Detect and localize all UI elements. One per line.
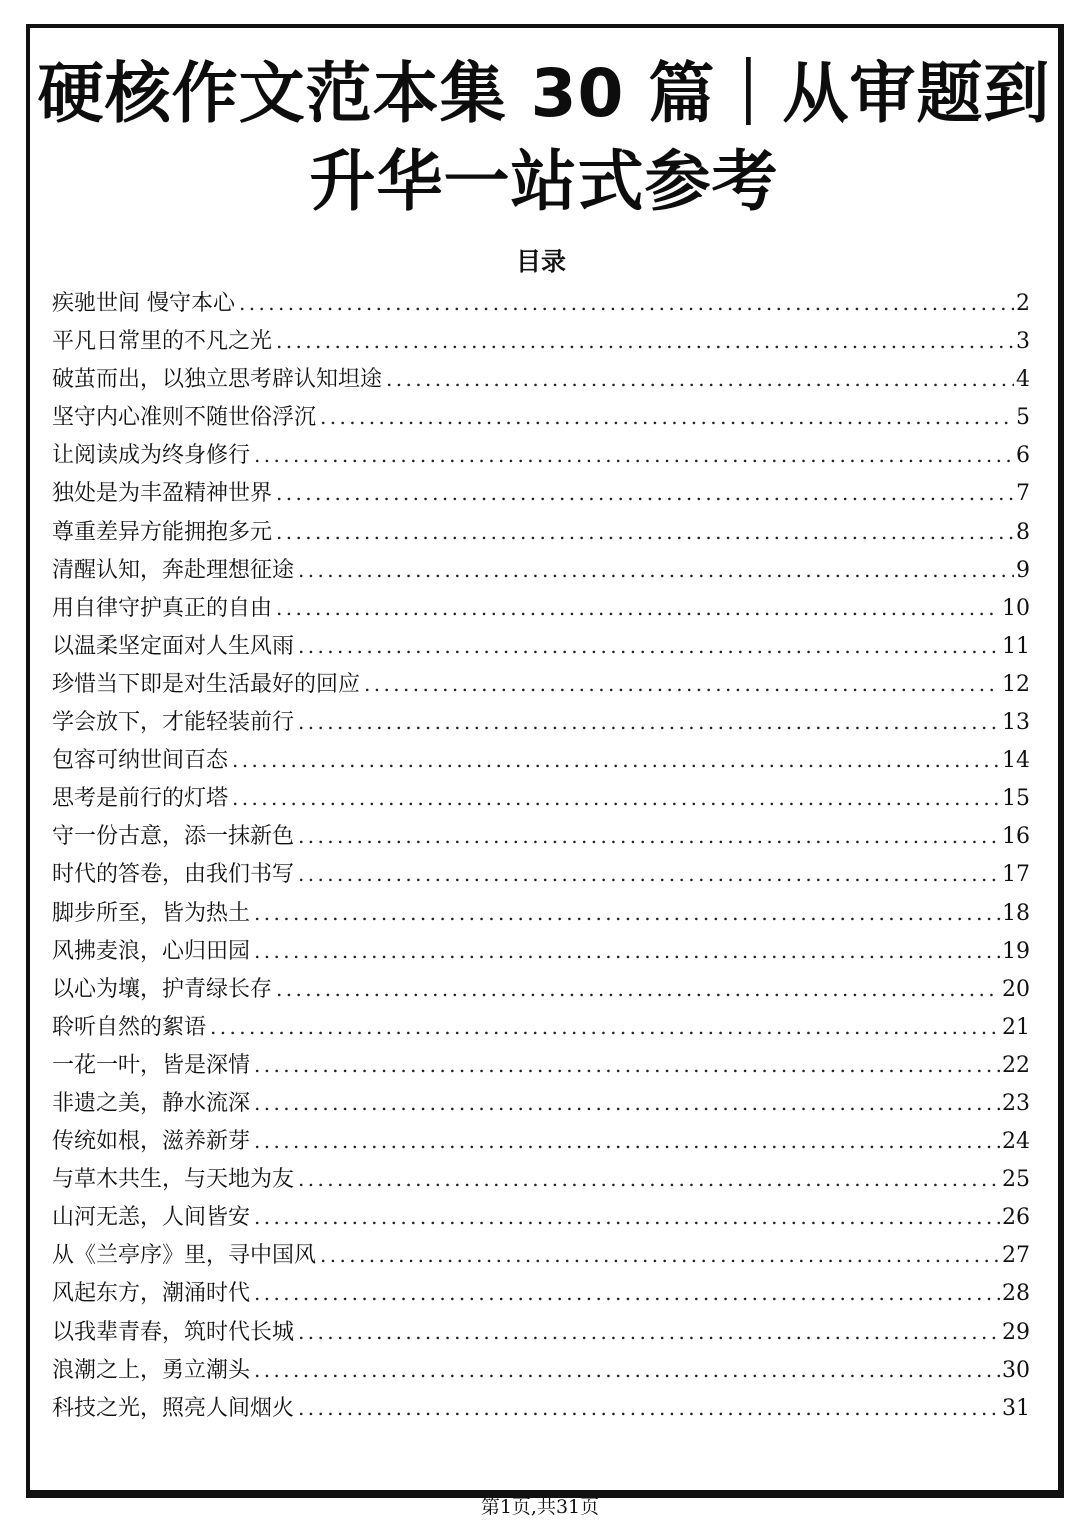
toc-entry[interactable] xyxy=(52,589,1030,627)
toc-entry-title: 疾驰世间 慢守本心 xyxy=(52,291,235,316)
toc-leader-dots xyxy=(276,970,1000,1008)
toc-entry[interactable] xyxy=(52,284,1030,322)
toc-entry-title: 珍惜当下即是对生活最好的回应 xyxy=(52,671,361,697)
toc-entry-page-number: 26 xyxy=(1002,1205,1030,1231)
toc-entry-page-number: 14 xyxy=(1002,748,1030,774)
toc-entry-title: 传统如根，滋养新芽 xyxy=(52,1129,251,1155)
toc-leader-dots xyxy=(232,741,1000,779)
toc-leader-dots xyxy=(276,513,1014,551)
toc-leader-dots xyxy=(298,855,1000,893)
toc-leader-dots xyxy=(276,474,1014,512)
toc-entry[interactable] xyxy=(52,741,1030,779)
toc-entry[interactable] xyxy=(52,665,1030,703)
toc-entry-title: 以温柔坚定面对人生风雨 xyxy=(52,633,295,659)
toc-entry-title: 思考是前行的灯塔 xyxy=(52,786,229,812)
toc-entry[interactable] xyxy=(52,513,1030,551)
toc-leader-dots xyxy=(386,360,1014,398)
toc-entry-title: 风起东方，潮涌时代 xyxy=(52,1281,251,1307)
toc-entry-page-number: 15 xyxy=(1002,786,1030,812)
toc-entry[interactable] xyxy=(52,474,1030,512)
toc-entry[interactable] xyxy=(52,1389,1030,1427)
toc-entry-title: 包容可纳世间百态 xyxy=(52,748,229,774)
toc-entry-title: 非遗之美，静水流深 xyxy=(52,1090,251,1116)
toc-leader-dots xyxy=(254,1122,1000,1160)
toc-entry[interactable] xyxy=(52,551,1030,589)
toc-leader-dots xyxy=(254,1351,1000,1389)
toc-entry-title: 以心为壤，护青绿长存 xyxy=(52,976,273,1002)
toc-entry[interactable] xyxy=(52,322,1030,360)
toc-entry-title: 聆听自然的絮语 xyxy=(52,1014,207,1040)
page-footer: 第1页,共31页 xyxy=(480,1496,600,1518)
toc-entry-title: 山河无恙，人间皆安 xyxy=(52,1205,251,1231)
toc-entry[interactable] xyxy=(52,817,1030,855)
toc-leader-dots xyxy=(320,1236,1000,1274)
toc-entry-page-number: 21 xyxy=(1002,1014,1030,1040)
toc-entry-page-number: 16 xyxy=(1002,824,1030,850)
toc-entry[interactable] xyxy=(52,703,1030,741)
toc-entry-page-number: 17 xyxy=(1002,862,1030,888)
toc-entry[interactable] xyxy=(52,1084,1030,1122)
toc-entry[interactable] xyxy=(52,1274,1030,1312)
toc-leader-dots xyxy=(210,1008,1000,1046)
toc-entry-title: 让阅读成为终身修行 xyxy=(52,443,251,469)
toc-entry-title: 以我辈青春，筑时代长城 xyxy=(52,1319,295,1345)
toc-entry-title: 时代的答卷，由我们书写 xyxy=(52,862,295,888)
toc-leader-dots xyxy=(254,436,1014,474)
toc-leader-dots xyxy=(320,398,1014,436)
toc-entry[interactable] xyxy=(52,627,1030,665)
toc-leader-dots xyxy=(254,932,1000,970)
toc-entry-title: 平凡日常里的不凡之光 xyxy=(52,329,273,355)
toc-entry-page-number: 6 xyxy=(1016,443,1030,469)
toc-entry-page-number: 20 xyxy=(1002,976,1030,1002)
toc-leader-dots xyxy=(276,589,1000,627)
toc-entry-title: 从《兰亭序》里，寻中国风 xyxy=(52,1243,317,1269)
toc-heading: 目录 xyxy=(515,247,566,276)
toc-entry[interactable] xyxy=(52,779,1030,817)
toc-entry-page-number: 30 xyxy=(1002,1357,1030,1383)
toc-entry-page-number: 8 xyxy=(1016,519,1030,545)
toc-entry-page-number: 28 xyxy=(1002,1281,1030,1307)
toc-entry[interactable] xyxy=(52,855,1030,893)
toc-leader-dots xyxy=(254,1274,1000,1312)
toc-entry-page-number: 9 xyxy=(1016,557,1030,583)
toc-entry-page-number: 5 xyxy=(1016,405,1030,431)
toc-entry-title: 学会放下，才能轻装前行 xyxy=(52,710,295,736)
toc-entry[interactable] xyxy=(52,360,1030,398)
toc-entry-title: 一花一叶，皆是深情 xyxy=(52,1052,251,1078)
toc-entry-page-number: 11 xyxy=(1002,633,1030,659)
toc-entry-page-number: 10 xyxy=(1002,595,1030,621)
toc-entry-page-number: 29 xyxy=(1002,1319,1030,1345)
toc-entry[interactable] xyxy=(52,1236,1030,1274)
toc-leader-dots xyxy=(298,1313,1000,1351)
toc-entry-title: 脚步所至，皆为热土 xyxy=(52,900,251,926)
toc-entry[interactable] xyxy=(52,1122,1030,1160)
document-title-line-1: 硬核作文范本集 30 篇｜从审题到 xyxy=(37,55,1051,132)
toc-leader-dots xyxy=(254,1198,1000,1236)
toc-leader-dots xyxy=(298,817,1000,855)
toc-entry-page-number: 13 xyxy=(1002,710,1030,736)
toc-entry[interactable] xyxy=(52,1313,1030,1351)
toc-entry-page-number: 24 xyxy=(1002,1129,1030,1155)
toc-entry[interactable] xyxy=(52,1160,1030,1198)
toc-entry-title: 用自律守护真正的自由 xyxy=(52,595,273,621)
toc-leader-dots xyxy=(364,665,1000,703)
toc-entry-title: 尊重差异方能拥抱多元 xyxy=(52,519,273,545)
table-of-contents xyxy=(52,284,1030,1427)
toc-entry-page-number: 2 xyxy=(1016,291,1030,316)
toc-entry[interactable] xyxy=(52,1351,1030,1389)
toc-entry-title: 清醒认知，奔赴理想征途 xyxy=(52,557,295,583)
toc-leader-dots xyxy=(254,894,1000,932)
toc-leader-dots xyxy=(232,779,1000,817)
toc-entry-page-number: 3 xyxy=(1016,329,1030,355)
toc-leader-dots xyxy=(254,1046,1000,1084)
toc-entry-title: 风拂麦浪，心归田园 xyxy=(52,938,251,964)
toc-entry-title: 浪潮之上，勇立潮头 xyxy=(52,1357,251,1383)
toc-entry-title: 与草木共生，与天地为友 xyxy=(52,1167,295,1193)
toc-entry-title: 科技之光，照亮人间烟火 xyxy=(52,1395,295,1421)
toc-entry[interactable] xyxy=(52,1046,1030,1084)
toc-leader-dots xyxy=(298,1160,1000,1198)
toc-entry-page-number: 22 xyxy=(1002,1052,1030,1078)
toc-leader-dots xyxy=(298,551,1014,589)
toc-entry[interactable] xyxy=(52,1008,1030,1046)
document-title-line-2: 升华一站式参考 xyxy=(309,143,779,220)
toc-entry-page-number: 31 xyxy=(1002,1395,1030,1421)
toc-leader-dots xyxy=(298,703,1000,741)
toc-entry[interactable] xyxy=(52,894,1030,932)
document-title xyxy=(30,50,1058,226)
toc-entry-title: 守一份古意，添一抹新色 xyxy=(52,824,295,850)
toc-entry-page-number: 4 xyxy=(1016,367,1030,393)
toc-entry-page-number: 23 xyxy=(1002,1090,1030,1116)
toc-entry-title: 独处是为丰盈精神世界 xyxy=(52,481,273,507)
toc-entry-title: 坚守内心准则不随世俗浮沉 xyxy=(52,405,317,431)
toc-entry-page-number: 12 xyxy=(1002,671,1030,697)
toc-entry-page-number: 25 xyxy=(1002,1167,1030,1193)
toc-leader-dots xyxy=(298,627,1000,665)
toc-entry[interactable] xyxy=(52,436,1030,474)
toc-entry[interactable] xyxy=(52,398,1030,436)
toc-leader-dots xyxy=(276,322,1014,360)
toc-leader-dots xyxy=(254,1084,1000,1122)
toc-entry[interactable] xyxy=(52,932,1030,970)
toc-leader-dots xyxy=(239,284,1014,322)
toc-entry-page-number: 27 xyxy=(1002,1243,1030,1269)
toc-entry[interactable] xyxy=(52,1198,1030,1236)
toc-entry-page-number: 7 xyxy=(1016,481,1030,507)
toc-entry-title: 破茧而出，以独立思考辟认知坦途 xyxy=(52,367,383,393)
toc-entry[interactable] xyxy=(52,970,1030,1008)
toc-entry-page-number: 19 xyxy=(1002,938,1030,964)
toc-entry-page-number: 18 xyxy=(1002,900,1030,926)
toc-leader-dots xyxy=(298,1389,1000,1427)
